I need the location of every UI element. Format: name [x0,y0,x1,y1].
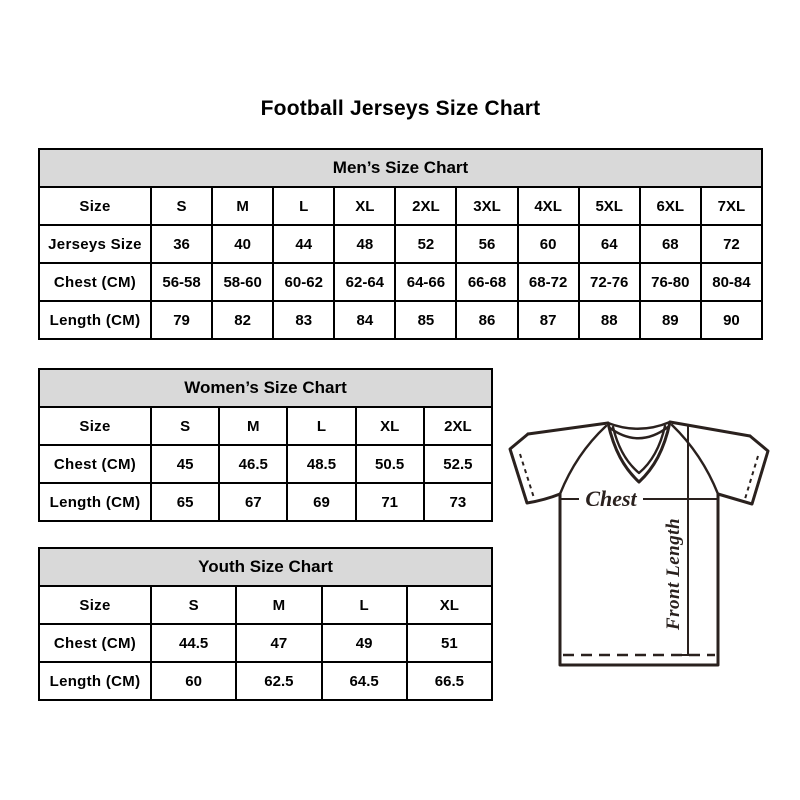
size-value-cell: XL [407,586,492,624]
row-header-cell: Length (CM) [39,301,151,339]
size-value-cell: S [151,407,219,445]
size-value-cell: 60 [151,662,236,700]
jersey-collar-back-arc-1 [608,422,670,429]
size-value-cell: 64.5 [322,662,407,700]
size-value-cell: 72-76 [579,263,640,301]
jersey-outline-drawing [496,402,786,702]
size-value-cell: M [236,586,321,624]
womens-table-grid [38,368,493,522]
row-header-cell: Jerseys Size [39,225,151,263]
size-value-cell: 51 [407,624,492,662]
size-value-cell: 90 [701,301,762,339]
size-value-cell: 44.5 [151,624,236,662]
youth-table-title: Youth Size Chart [39,548,492,586]
size-value-cell: 79 [151,301,212,339]
size-value-cell: L [322,586,407,624]
size-value-cell: 60 [518,225,579,263]
size-value-cell: 56 [456,225,517,263]
youth-size-table [38,547,493,701]
size-value-cell: L [287,407,355,445]
row-header-cell: Length (CM) [39,483,151,521]
womens-size-table [38,368,493,522]
jersey-left-seam [560,426,606,494]
size-value-cell: 4XL [518,187,579,225]
table-row [39,624,492,662]
size-value-cell: 40 [212,225,273,263]
table-row [39,225,762,263]
size-value-cell: 88 [579,301,640,339]
size-value-cell: 2XL [395,187,456,225]
mens-table-title: Men’s Size Chart [39,149,762,187]
size-value-cell: 71 [356,483,424,521]
size-value-cell: 89 [640,301,701,339]
size-value-cell: 36 [151,225,212,263]
table-row [39,301,762,339]
size-value-cell: 49 [322,624,407,662]
size-value-cell: 64-66 [395,263,456,301]
size-value-cell: 6XL [640,187,701,225]
size-value-cell: 87 [518,301,579,339]
front-length-measure-label: Front Length [663,517,684,631]
size-value-cell: L [273,187,334,225]
table-row [39,187,762,225]
size-value-cell: 66.5 [407,662,492,700]
size-value-cell: 69 [287,483,355,521]
size-value-cell: 58-60 [212,263,273,301]
row-header-cell: Chest (CM) [39,445,151,483]
jersey-left-shoulder-line [528,423,608,434]
size-value-cell: 3XL [456,187,517,225]
jersey-left-sleeve [510,434,560,503]
row-header-cell: Size [39,586,151,624]
size-value-cell: S [151,187,212,225]
jersey-right-sleeve [718,436,768,504]
jersey-body [560,494,718,665]
size-value-cell: 80-84 [701,263,762,301]
size-value-cell: 48.5 [287,445,355,483]
size-value-cell: 73 [424,483,492,521]
size-value-cell: 48 [334,225,395,263]
womens-table-title: Women’s Size Chart [39,369,492,407]
mens-table-grid [38,148,763,340]
size-value-cell: M [219,407,287,445]
size-value-cell: 44 [273,225,334,263]
size-value-cell: 62.5 [236,662,321,700]
size-value-cell: 46.5 [219,445,287,483]
size-value-cell: 72 [701,225,762,263]
size-value-cell: 52 [395,225,456,263]
mens-size-table [38,148,763,340]
size-value-cell: 62-64 [334,263,395,301]
chest-measure-label: Chest [585,486,637,511]
size-value-cell: 68-72 [518,263,579,301]
size-value-cell: 76-80 [640,263,701,301]
size-value-cell: 86 [456,301,517,339]
size-value-cell: S [151,586,236,624]
size-value-cell: 65 [151,483,219,521]
row-header-cell: Chest (CM) [39,624,151,662]
table-row [39,263,762,301]
size-value-cell: M [212,187,273,225]
size-value-cell: 7XL [701,187,762,225]
size-value-cell: 5XL [579,187,640,225]
size-value-cell: 67 [219,483,287,521]
table-row [39,407,492,445]
size-value-cell: 45 [151,445,219,483]
jersey-measurement-diagram [496,402,786,702]
size-value-cell: 84 [334,301,395,339]
row-header-cell: Size [39,187,151,225]
size-value-cell: 68 [640,225,701,263]
size-value-cell: 47 [236,624,321,662]
jersey-right-seam [672,425,718,494]
page-title: Football Jerseys Size Chart [260,97,541,120]
table-row [39,586,492,624]
size-value-cell: 56-58 [151,263,212,301]
table-row [39,662,492,700]
size-value-cell: XL [356,407,424,445]
table-row [39,483,492,521]
youth-table-grid [38,547,493,701]
size-value-cell: 50.5 [356,445,424,483]
size-value-cell: 66-68 [456,263,517,301]
size-value-cell: 82 [212,301,273,339]
size-value-cell: 85 [395,301,456,339]
row-header-cell: Chest (CM) [39,263,151,301]
size-value-cell: 2XL [424,407,492,445]
size-value-cell: 64 [579,225,640,263]
row-header-cell: Size [39,407,151,445]
size-value-cell: 83 [273,301,334,339]
size-value-cell: 52.5 [424,445,492,483]
size-value-cell: 60-62 [273,263,334,301]
table-row [39,445,492,483]
row-header-cell: Length (CM) [39,662,151,700]
size-value-cell: XL [334,187,395,225]
